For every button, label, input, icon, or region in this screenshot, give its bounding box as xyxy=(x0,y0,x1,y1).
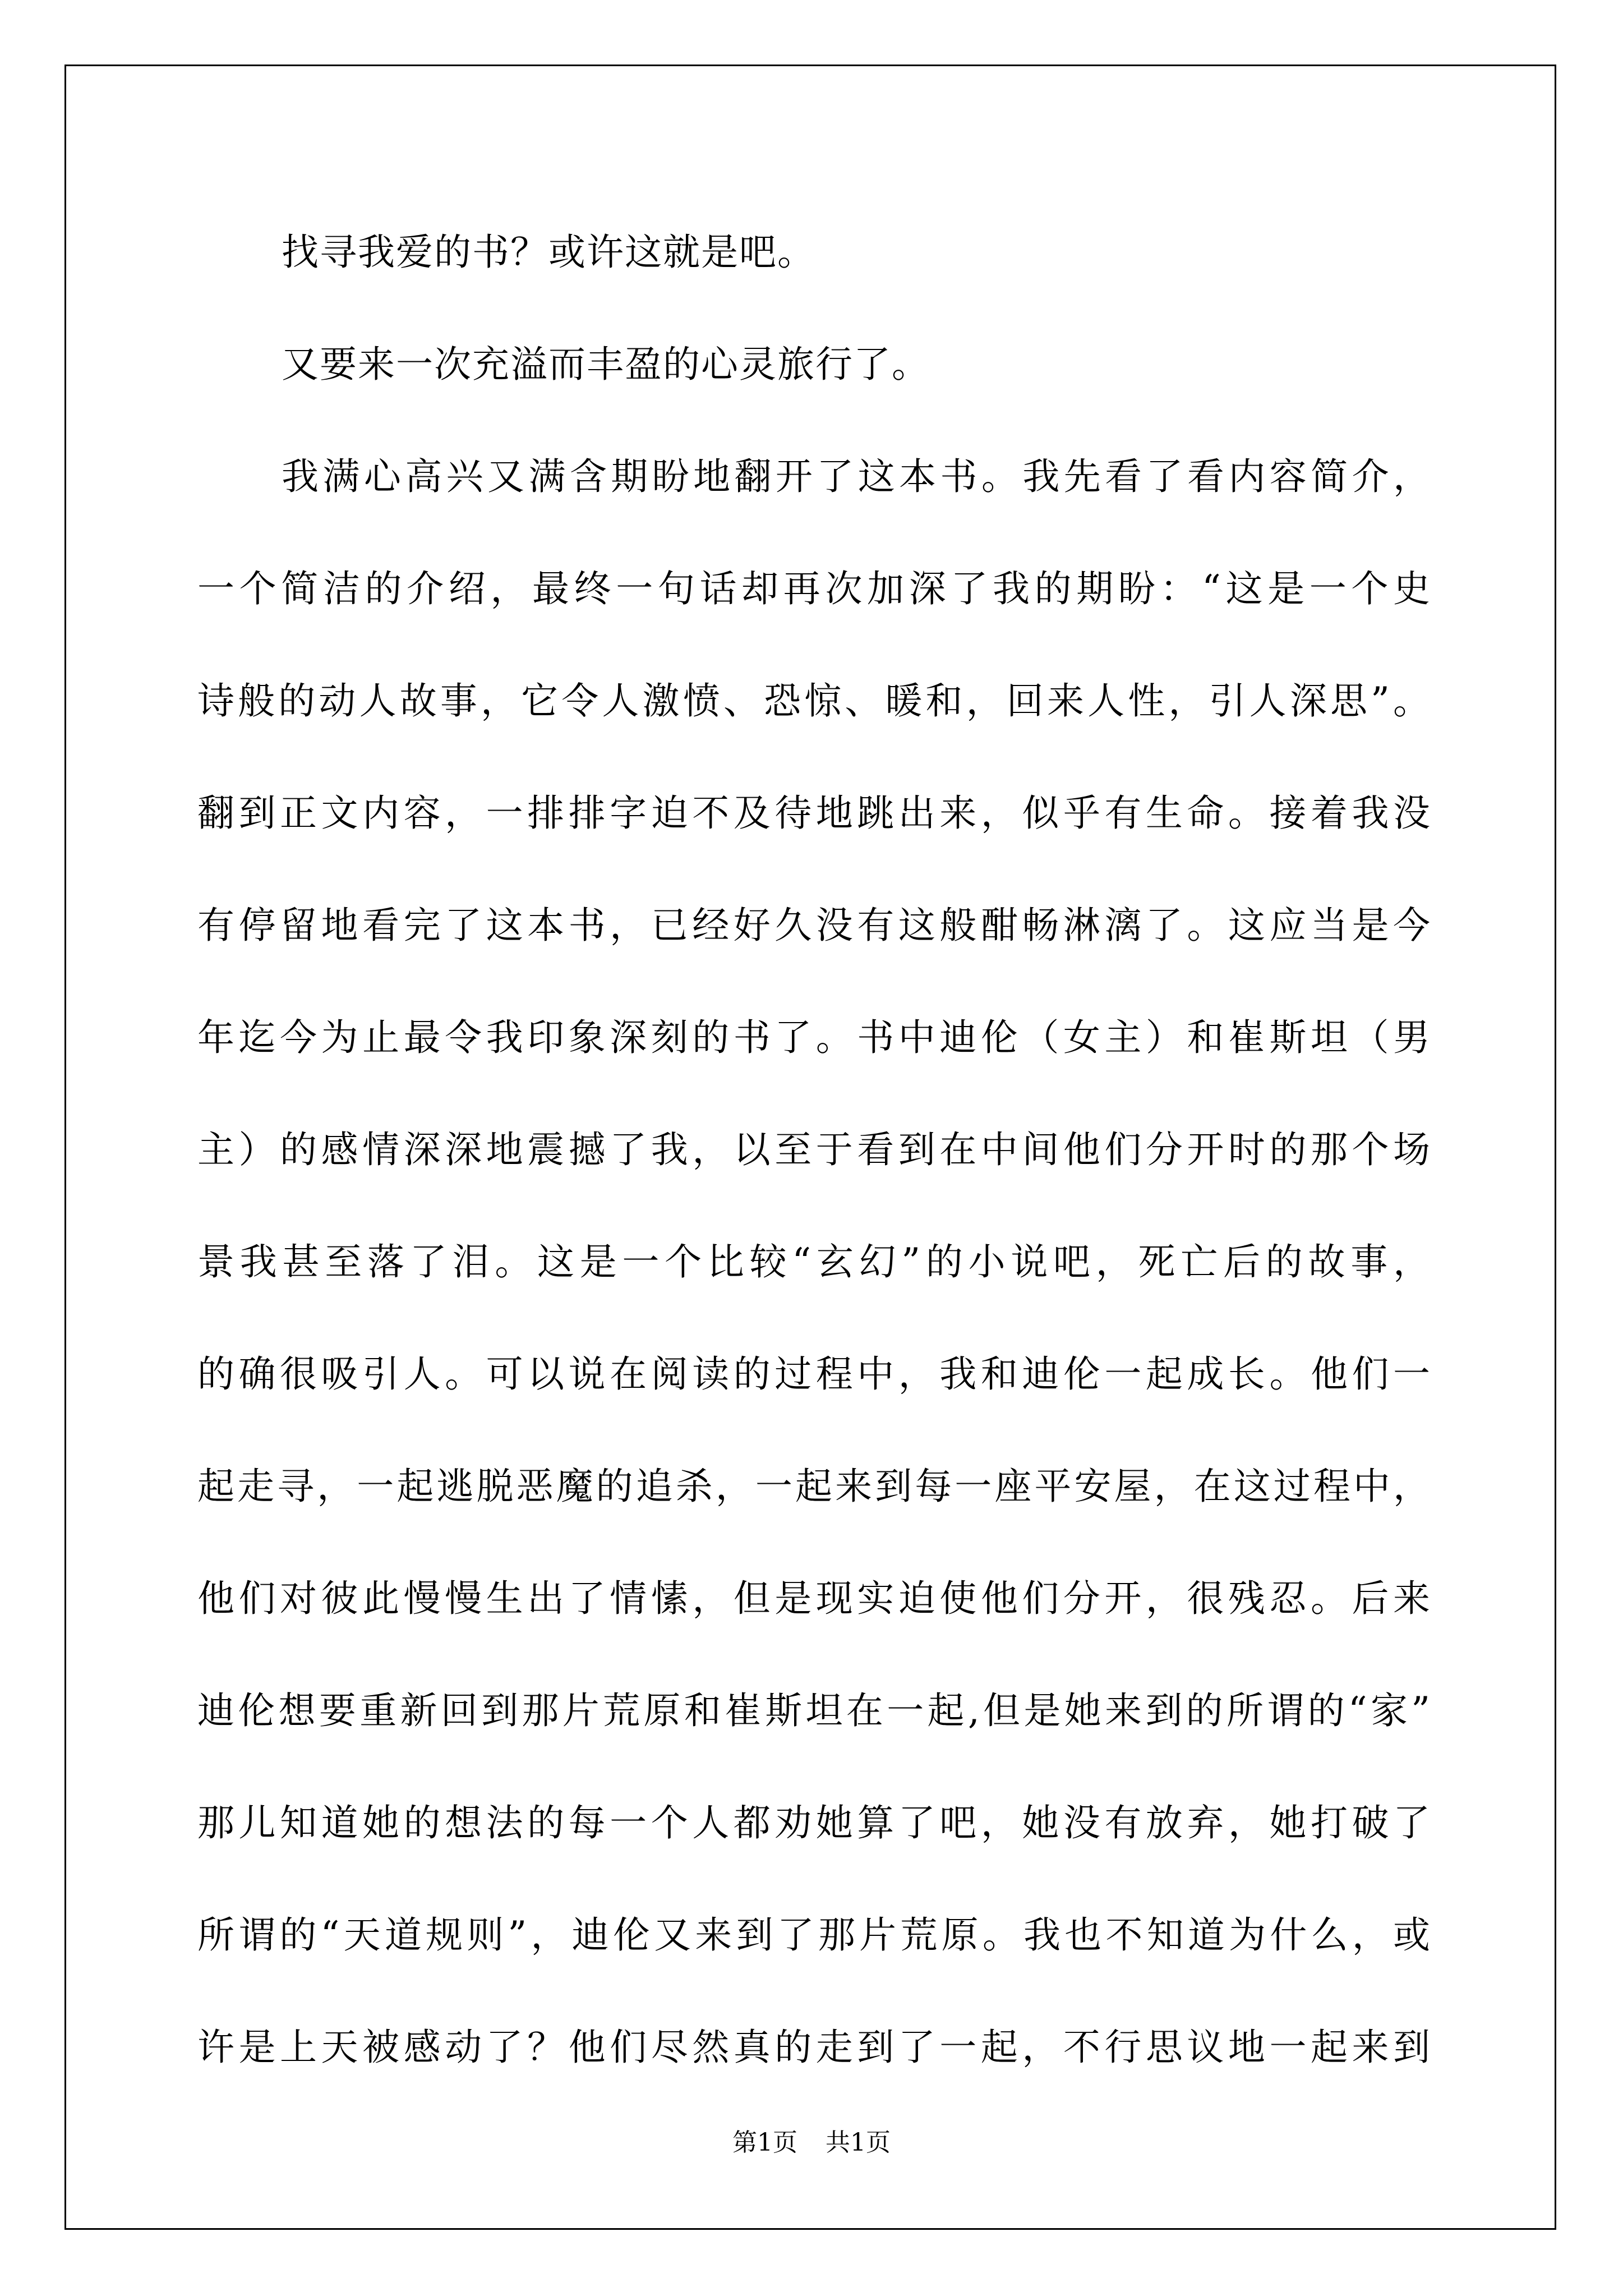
paragraph-line: 诗般的动人故事，它令人激愤、恐惊、暖和，回来人性，引人深思”。 xyxy=(197,679,1431,723)
paragraph-line: 起走寻，一起逃脱恶魔的追杀，一起来到每一座平安屋，在这过程中， xyxy=(197,1465,1431,1508)
paragraph-line: 那儿知道她的想法的每一个人都劝她算了吧，她没有放弃，她打破了 xyxy=(197,1801,1431,1844)
paragraph-line: 找寻我爱的书？或许这就是吧。 xyxy=(282,231,815,274)
paragraph-line: 主）的感情深深地震撼了我，以至于看到在中间他们分开时的那个场 xyxy=(197,1128,1431,1171)
page-footer xyxy=(0,2126,1623,2160)
paragraph-line: 的确很吸引人。可以说在阅读的过程中，我和迪伦一起成长。他们一 xyxy=(197,1352,1431,1396)
paragraph-line: 有停留地看完了这本书，已经好久没有这般酣畅淋漓了。这应当是今 xyxy=(197,904,1431,947)
paragraph-line: 一个简洁的介绍，最终一句话却再次加深了我的期盼：“这是一个史 xyxy=(197,567,1431,610)
paragraph-line: 他们对彼此慢慢生出了情愫，但是现实迫使他们分开，很残忍。后来 xyxy=(197,1577,1431,1620)
paragraph-line: 迪伦想要重新回到那片荒原和崔斯坦在一起,但是她来到的所谓的“家” xyxy=(197,1689,1431,1732)
page-number: 第1页 xyxy=(732,2128,797,2157)
page-total: 共1页 xyxy=(826,2128,891,2157)
paragraph-line: 翻到正文内容，一排排字迫不及待地跳出来，似乎有生命。接着我没 xyxy=(197,792,1431,835)
paragraph-line: 景我甚至落了泪。这是一个比较“玄幻”的小说吧，死亡后的故事， xyxy=(197,1240,1431,1283)
paragraph-line: 又要来一次充溢而丰盈的心灵旅行了。 xyxy=(282,343,930,386)
paragraph-line: 许是上天被感动了？他们尽然真的走到了一起，不行思议地一起来到 xyxy=(197,2026,1431,2069)
paragraph-line: 所谓的“天道规则”，迪伦又来到了那片荒原。我也不知道为什么，或 xyxy=(197,1913,1431,1957)
paragraph-line: 年迄今为止最令我印象深刻的书了。书中迪伦（女主）和崔斯坦（男 xyxy=(197,1016,1431,1059)
paragraph-line: 我满心高兴又满含期盼地翻开了这本书。我先看了看内容简介， xyxy=(282,455,1431,498)
document-body xyxy=(197,222,1431,2129)
